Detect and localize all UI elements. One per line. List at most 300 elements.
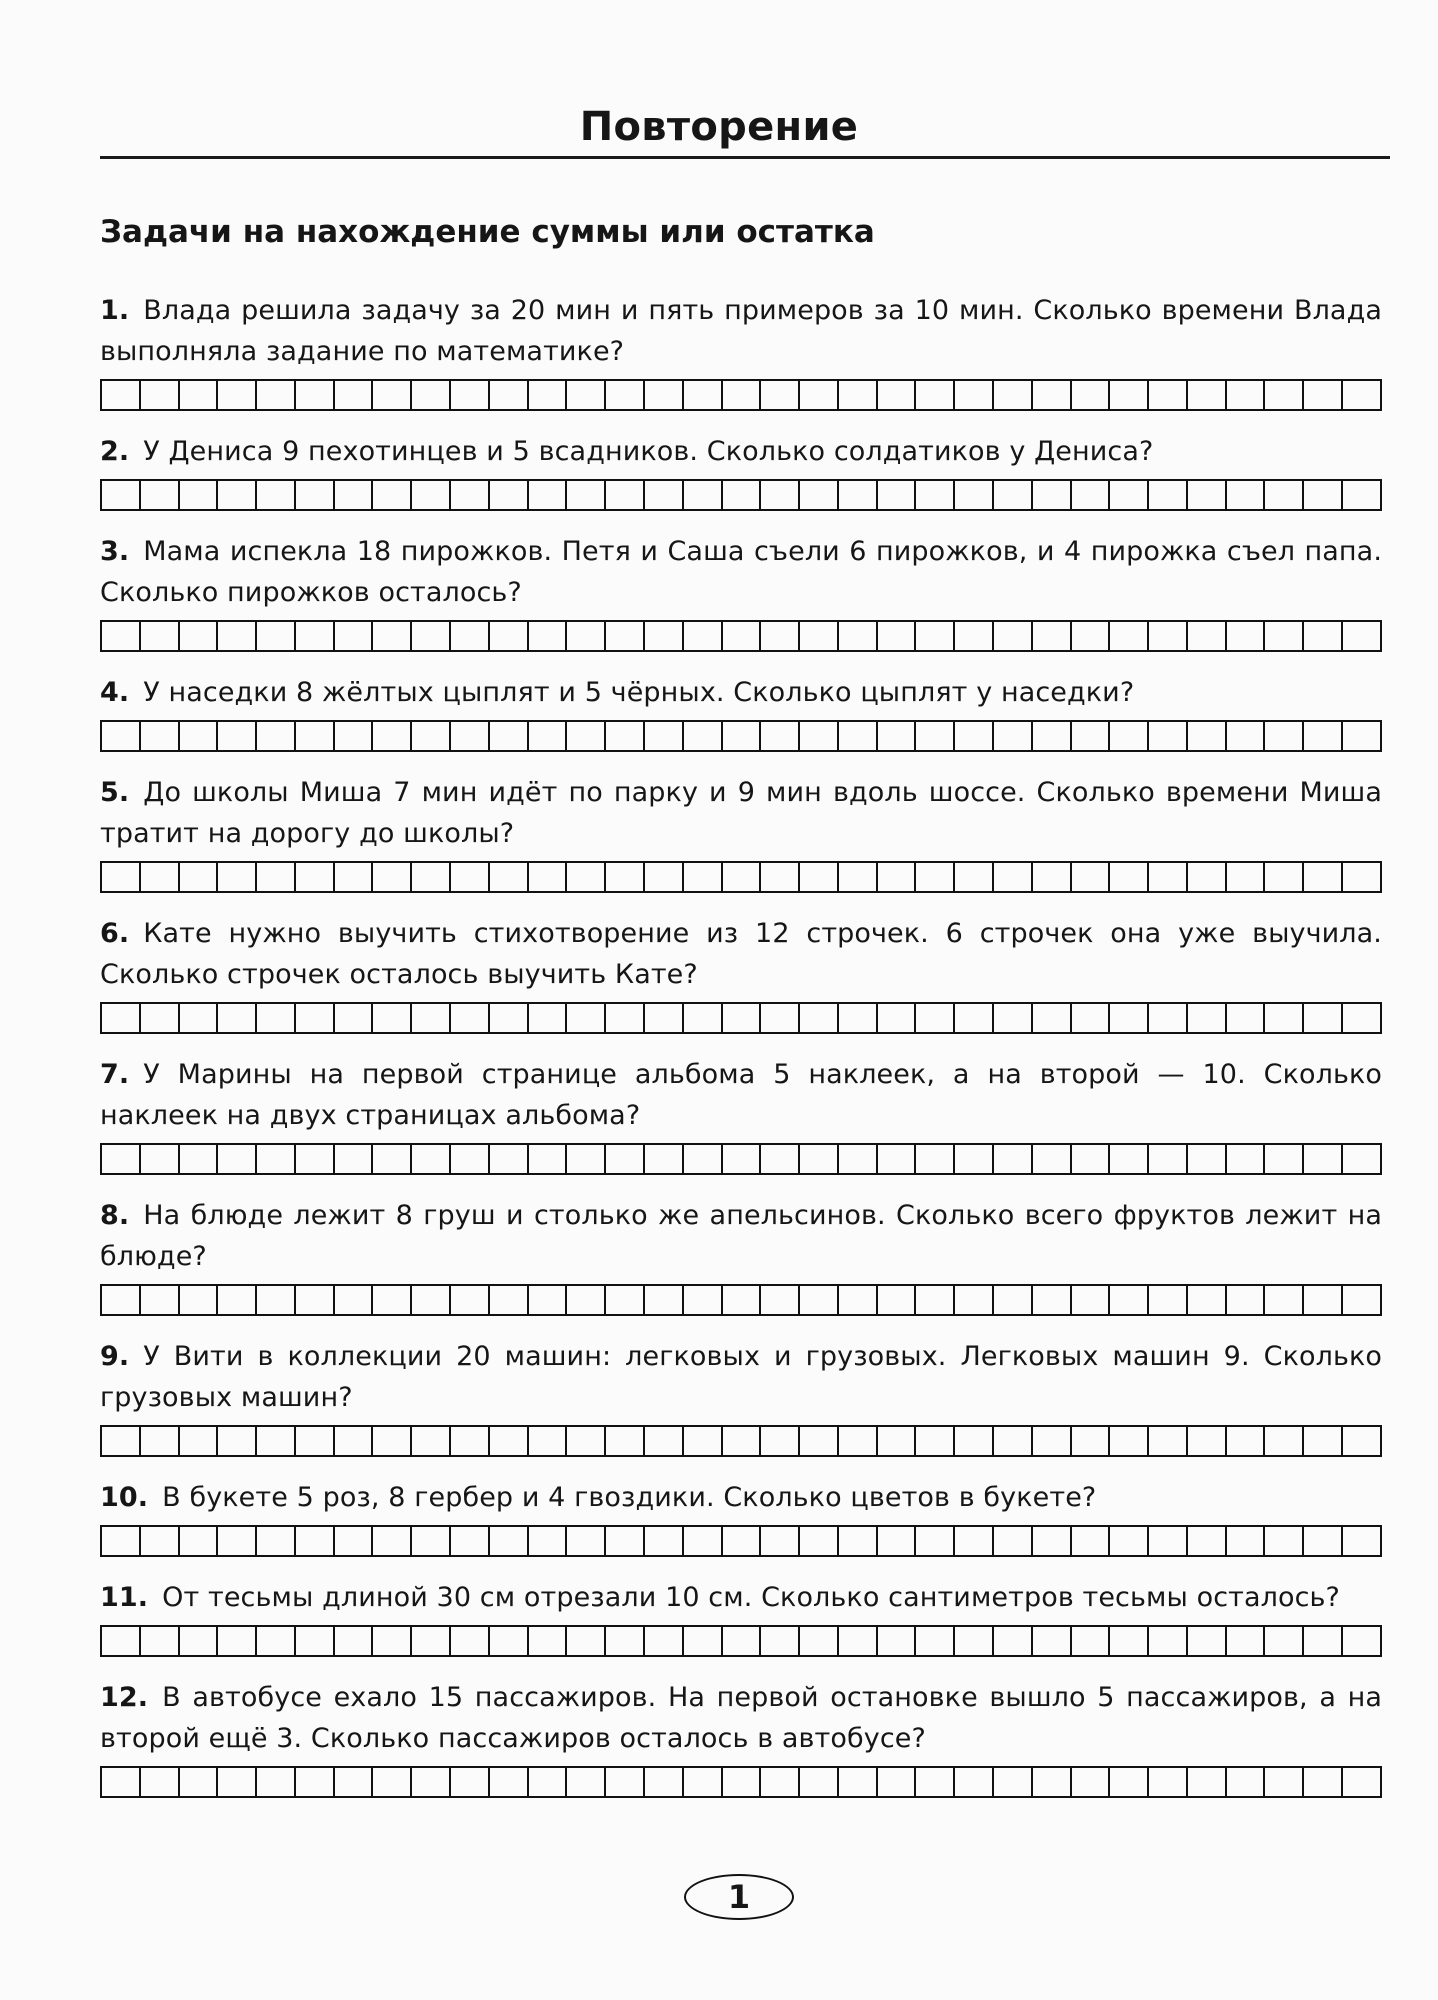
answer-cell[interactable] (296, 1427, 335, 1455)
answer-cell[interactable] (1188, 722, 1227, 750)
answer-cell[interactable] (800, 863, 839, 891)
answer-cell[interactable] (412, 622, 451, 650)
answer-cell[interactable] (916, 1627, 955, 1655)
answer-cell[interactable] (1343, 1004, 1382, 1032)
answer-cell[interactable] (684, 1627, 723, 1655)
answer-cell[interactable] (335, 1768, 374, 1796)
answer-cell[interactable] (1188, 1527, 1227, 1555)
answer-cell[interactable] (1343, 1527, 1382, 1555)
answer-cell[interactable] (761, 722, 800, 750)
answer-cell[interactable] (1227, 1627, 1266, 1655)
answer-cell[interactable] (490, 1768, 529, 1796)
answer-cell[interactable] (567, 1527, 606, 1555)
answer-cell[interactable] (761, 863, 800, 891)
answer-cell[interactable] (1072, 1427, 1111, 1455)
answer-cell[interactable] (800, 381, 839, 409)
answer-cell[interactable] (102, 381, 141, 409)
answer-cell[interactable] (761, 1427, 800, 1455)
answer-cell[interactable] (257, 1527, 296, 1555)
answer-cell[interactable] (1072, 1768, 1111, 1796)
answer-cell[interactable] (102, 1145, 141, 1173)
answer-cell[interactable] (1149, 1004, 1188, 1032)
answer-cell[interactable] (1227, 1768, 1266, 1796)
answer-cell[interactable] (296, 622, 335, 650)
answer-cell[interactable] (296, 481, 335, 509)
answer-cell[interactable] (180, 1768, 219, 1796)
answer-cell[interactable] (529, 1427, 568, 1455)
answer-cell[interactable] (296, 863, 335, 891)
answer-cell[interactable] (529, 722, 568, 750)
answer-cell[interactable] (218, 1004, 257, 1032)
answer-cell[interactable] (335, 622, 374, 650)
answer-cell[interactable] (1188, 622, 1227, 650)
answer-cell[interactable] (684, 481, 723, 509)
answer-cell[interactable] (606, 722, 645, 750)
answer-cell[interactable] (412, 1527, 451, 1555)
answer-cell[interactable] (335, 481, 374, 509)
answer-cell[interactable] (1149, 1527, 1188, 1555)
answer-cell[interactable] (141, 1004, 180, 1032)
answer-cell[interactable] (451, 1004, 490, 1032)
answer-cell[interactable] (1265, 1004, 1304, 1032)
answer-cell[interactable] (723, 1286, 762, 1314)
answer-cell[interactable] (645, 622, 684, 650)
answer-cell[interactable] (335, 863, 374, 891)
answer-cell[interactable] (490, 1527, 529, 1555)
answer-cell[interactable] (1188, 1145, 1227, 1173)
answer-cell[interactable] (1188, 1286, 1227, 1314)
answer-cell[interactable] (141, 481, 180, 509)
answer-cell[interactable] (1265, 481, 1304, 509)
answer-cell[interactable] (335, 1427, 374, 1455)
answer-cell[interactable] (916, 481, 955, 509)
answer-cell[interactable] (1227, 1145, 1266, 1173)
answer-cell[interactable] (1033, 622, 1072, 650)
answer-cell[interactable] (1110, 722, 1149, 750)
answer-cell[interactable] (567, 1145, 606, 1173)
answer-cell[interactable] (141, 722, 180, 750)
answer-cell[interactable] (1227, 1286, 1266, 1314)
answer-cell[interactable] (257, 381, 296, 409)
answer-cell[interactable] (1110, 381, 1149, 409)
answer-cell[interactable] (373, 622, 412, 650)
answer-cell[interactable] (684, 863, 723, 891)
answer-cell[interactable] (878, 1527, 917, 1555)
answer-cell[interactable] (761, 381, 800, 409)
answer-cell[interactable] (373, 722, 412, 750)
answer-cell[interactable] (218, 1145, 257, 1173)
answer-cell[interactable] (1072, 481, 1111, 509)
answer-cell[interactable] (1110, 1145, 1149, 1173)
answer-cell[interactable] (1265, 722, 1304, 750)
answer-cell[interactable] (1033, 1768, 1072, 1796)
answer-cell[interactable] (257, 863, 296, 891)
answer-cell[interactable] (218, 1527, 257, 1555)
answer-cell[interactable] (180, 1627, 219, 1655)
answer-cell[interactable] (141, 622, 180, 650)
answer-cell[interactable] (1265, 381, 1304, 409)
answer-cell[interactable] (180, 863, 219, 891)
answer-cell[interactable] (723, 622, 762, 650)
answer-cell[interactable] (955, 481, 994, 509)
answer-cell[interactable] (606, 1004, 645, 1032)
answer-grid[interactable] (100, 861, 1382, 893)
answer-cell[interactable] (451, 1427, 490, 1455)
answer-grid[interactable] (100, 720, 1382, 752)
answer-cell[interactable] (878, 1427, 917, 1455)
answer-cell[interactable] (723, 1527, 762, 1555)
answer-cell[interactable] (684, 1768, 723, 1796)
answer-cell[interactable] (490, 622, 529, 650)
answer-cell[interactable] (800, 1527, 839, 1555)
answer-cell[interactable] (606, 381, 645, 409)
answer-cell[interactable] (567, 1768, 606, 1796)
answer-cell[interactable] (180, 1286, 219, 1314)
answer-cell[interactable] (723, 481, 762, 509)
answer-cell[interactable] (529, 1527, 568, 1555)
answer-cell[interactable] (1343, 381, 1382, 409)
answer-cell[interactable] (1304, 1768, 1343, 1796)
answer-cell[interactable] (606, 622, 645, 650)
answer-cell[interactable] (645, 381, 684, 409)
answer-grid[interactable] (100, 479, 1382, 511)
answer-cell[interactable] (878, 1286, 917, 1314)
answer-cell[interactable] (723, 722, 762, 750)
answer-cell[interactable] (606, 1427, 645, 1455)
answer-cell[interactable] (1265, 1286, 1304, 1314)
answer-cell[interactable] (1110, 1004, 1149, 1032)
answer-grid[interactable] (100, 1284, 1382, 1316)
answer-cell[interactable] (218, 622, 257, 650)
answer-cell[interactable] (606, 863, 645, 891)
answer-cell[interactable] (490, 863, 529, 891)
answer-cell[interactable] (839, 1286, 878, 1314)
answer-cell[interactable] (1072, 863, 1111, 891)
answer-cell[interactable] (1033, 1286, 1072, 1314)
answer-cell[interactable] (916, 381, 955, 409)
answer-cell[interactable] (1304, 722, 1343, 750)
answer-cell[interactable] (490, 381, 529, 409)
answer-cell[interactable] (839, 1527, 878, 1555)
answer-cell[interactable] (723, 1768, 762, 1796)
answer-grid[interactable] (100, 1425, 1382, 1457)
answer-cell[interactable] (645, 1145, 684, 1173)
answer-cell[interactable] (1227, 1527, 1266, 1555)
answer-cell[interactable] (180, 1145, 219, 1173)
answer-cell[interactable] (1033, 1004, 1072, 1032)
answer-cell[interactable] (373, 481, 412, 509)
answer-cell[interactable] (257, 1768, 296, 1796)
answer-cell[interactable] (373, 1768, 412, 1796)
answer-cell[interactable] (1110, 1768, 1149, 1796)
answer-cell[interactable] (955, 1004, 994, 1032)
answer-cell[interactable] (412, 1145, 451, 1173)
answer-cell[interactable] (955, 1527, 994, 1555)
answer-cell[interactable] (955, 381, 994, 409)
answer-cell[interactable] (800, 1768, 839, 1796)
answer-cell[interactable] (141, 1627, 180, 1655)
answer-cell[interactable] (1149, 1145, 1188, 1173)
answer-cell[interactable] (684, 622, 723, 650)
answer-cell[interactable] (412, 863, 451, 891)
answer-cell[interactable] (1188, 1427, 1227, 1455)
answer-cell[interactable] (180, 381, 219, 409)
answer-cell[interactable] (1033, 1527, 1072, 1555)
answer-cell[interactable] (1227, 622, 1266, 650)
answer-cell[interactable] (1343, 1627, 1382, 1655)
answer-cell[interactable] (102, 1427, 141, 1455)
answer-cell[interactable] (1188, 863, 1227, 891)
answer-cell[interactable] (839, 722, 878, 750)
answer-cell[interactable] (451, 1286, 490, 1314)
answer-cell[interactable] (567, 1286, 606, 1314)
answer-cell[interactable] (839, 863, 878, 891)
answer-cell[interactable] (529, 481, 568, 509)
answer-cell[interactable] (529, 1004, 568, 1032)
answer-cell[interactable] (684, 381, 723, 409)
answer-cell[interactable] (839, 1627, 878, 1655)
answer-cell[interactable] (567, 381, 606, 409)
answer-cell[interactable] (1188, 381, 1227, 409)
answer-cell[interactable] (1188, 1627, 1227, 1655)
answer-cell[interactable] (451, 622, 490, 650)
answer-cell[interactable] (878, 622, 917, 650)
answer-cell[interactable] (373, 381, 412, 409)
answer-cell[interactable] (684, 1527, 723, 1555)
answer-cell[interactable] (102, 722, 141, 750)
answer-cell[interactable] (723, 1427, 762, 1455)
answer-cell[interactable] (529, 1768, 568, 1796)
answer-cell[interactable] (1304, 863, 1343, 891)
answer-cell[interactable] (916, 863, 955, 891)
answer-cell[interactable] (257, 722, 296, 750)
answer-cell[interactable] (1110, 1427, 1149, 1455)
answer-cell[interactable] (1072, 1627, 1111, 1655)
answer-cell[interactable] (1304, 1527, 1343, 1555)
answer-cell[interactable] (916, 1004, 955, 1032)
answer-cell[interactable] (1149, 1286, 1188, 1314)
answer-cell[interactable] (800, 481, 839, 509)
answer-cell[interactable] (994, 1627, 1033, 1655)
answer-cell[interactable] (1072, 1286, 1111, 1314)
answer-cell[interactable] (412, 481, 451, 509)
answer-cell[interactable] (529, 1286, 568, 1314)
answer-cell[interactable] (955, 1768, 994, 1796)
answer-cell[interactable] (684, 722, 723, 750)
answer-cell[interactable] (102, 1527, 141, 1555)
answer-cell[interactable] (373, 1627, 412, 1655)
answer-cell[interactable] (1149, 1427, 1188, 1455)
answer-cell[interactable] (451, 481, 490, 509)
answer-cell[interactable] (180, 1527, 219, 1555)
answer-cell[interactable] (451, 1627, 490, 1655)
answer-cell[interactable] (490, 1004, 529, 1032)
answer-cell[interactable] (1033, 481, 1072, 509)
answer-cell[interactable] (645, 1768, 684, 1796)
answer-cell[interactable] (296, 722, 335, 750)
answer-cell[interactable] (102, 481, 141, 509)
answer-cell[interactable] (645, 1004, 684, 1032)
answer-cell[interactable] (839, 381, 878, 409)
answer-cell[interactable] (102, 1004, 141, 1032)
answer-cell[interactable] (373, 1427, 412, 1455)
answer-cell[interactable] (218, 481, 257, 509)
answer-cell[interactable] (994, 481, 1033, 509)
answer-cell[interactable] (955, 1427, 994, 1455)
answer-cell[interactable] (257, 1286, 296, 1314)
answer-cell[interactable] (723, 1145, 762, 1173)
answer-cell[interactable] (1110, 863, 1149, 891)
answer-cell[interactable] (955, 1627, 994, 1655)
answer-cell[interactable] (1149, 1627, 1188, 1655)
answer-cell[interactable] (218, 1286, 257, 1314)
answer-cell[interactable] (1149, 863, 1188, 891)
answer-cell[interactable] (761, 481, 800, 509)
answer-cell[interactable] (102, 622, 141, 650)
answer-cell[interactable] (878, 381, 917, 409)
answer-cell[interactable] (490, 1627, 529, 1655)
answer-cell[interactable] (1343, 622, 1382, 650)
answer-cell[interactable] (800, 1286, 839, 1314)
answer-cell[interactable] (296, 1145, 335, 1173)
answer-grid[interactable] (100, 1143, 1382, 1175)
answer-cell[interactable] (645, 1286, 684, 1314)
answer-cell[interactable] (878, 863, 917, 891)
answer-cell[interactable] (180, 481, 219, 509)
answer-cell[interactable] (1110, 622, 1149, 650)
answer-grid[interactable] (100, 620, 1382, 652)
answer-cell[interactable] (451, 381, 490, 409)
answer-cell[interactable] (1343, 1286, 1382, 1314)
answer-cell[interactable] (1072, 622, 1111, 650)
answer-cell[interactable] (645, 1627, 684, 1655)
answer-cell[interactable] (1033, 863, 1072, 891)
answer-cell[interactable] (567, 722, 606, 750)
answer-cell[interactable] (373, 1527, 412, 1555)
answer-cell[interactable] (955, 1286, 994, 1314)
answer-cell[interactable] (1304, 1427, 1343, 1455)
answer-cell[interactable] (1110, 1627, 1149, 1655)
answer-cell[interactable] (529, 1145, 568, 1173)
answer-cell[interactable] (994, 381, 1033, 409)
answer-cell[interactable] (761, 1004, 800, 1032)
answer-cell[interactable] (994, 1145, 1033, 1173)
answer-cell[interactable] (1265, 863, 1304, 891)
answer-cell[interactable] (1188, 1004, 1227, 1032)
answer-cell[interactable] (916, 1427, 955, 1455)
answer-cell[interactable] (916, 1145, 955, 1173)
answer-grid[interactable] (100, 1525, 1382, 1557)
answer-cell[interactable] (878, 1145, 917, 1173)
answer-cell[interactable] (412, 1427, 451, 1455)
answer-cell[interactable] (761, 1286, 800, 1314)
answer-cell[interactable] (1033, 1427, 1072, 1455)
answer-cell[interactable] (994, 863, 1033, 891)
answer-cell[interactable] (102, 863, 141, 891)
answer-cell[interactable] (839, 481, 878, 509)
answer-cell[interactable] (257, 1004, 296, 1032)
answer-cell[interactable] (490, 1427, 529, 1455)
answer-cell[interactable] (1343, 481, 1382, 509)
answer-cell[interactable] (296, 1768, 335, 1796)
answer-cell[interactable] (141, 1527, 180, 1555)
answer-cell[interactable] (878, 1768, 917, 1796)
answer-cell[interactable] (451, 722, 490, 750)
answer-grid[interactable] (100, 1766, 1382, 1798)
answer-cell[interactable] (335, 1286, 374, 1314)
answer-cell[interactable] (1149, 622, 1188, 650)
answer-cell[interactable] (218, 863, 257, 891)
answer-cell[interactable] (723, 1004, 762, 1032)
answer-cell[interactable] (994, 1527, 1033, 1555)
answer-cell[interactable] (878, 481, 917, 509)
answer-cell[interactable] (373, 1004, 412, 1032)
answer-cell[interactable] (335, 722, 374, 750)
answer-cell[interactable] (567, 863, 606, 891)
answer-cell[interactable] (567, 481, 606, 509)
answer-cell[interactable] (878, 1627, 917, 1655)
answer-cell[interactable] (567, 1427, 606, 1455)
answer-cell[interactable] (839, 1768, 878, 1796)
answer-cell[interactable] (800, 1145, 839, 1173)
answer-cell[interactable] (1227, 863, 1266, 891)
answer-cell[interactable] (218, 1627, 257, 1655)
answer-cell[interactable] (567, 1004, 606, 1032)
answer-cell[interactable] (606, 1627, 645, 1655)
answer-cell[interactable] (529, 1627, 568, 1655)
answer-cell[interactable] (102, 1286, 141, 1314)
answer-cell[interactable] (451, 1527, 490, 1555)
answer-cell[interactable] (1304, 1004, 1343, 1032)
answer-cell[interactable] (1072, 1004, 1111, 1032)
answer-cell[interactable] (606, 1145, 645, 1173)
answer-cell[interactable] (373, 1286, 412, 1314)
answer-cell[interactable] (1265, 1145, 1304, 1173)
answer-cell[interactable] (490, 481, 529, 509)
answer-cell[interactable] (218, 1768, 257, 1796)
answer-cell[interactable] (1072, 1527, 1111, 1555)
answer-cell[interactable] (684, 1286, 723, 1314)
answer-cell[interactable] (761, 1145, 800, 1173)
answer-cell[interactable] (567, 622, 606, 650)
answer-cell[interactable] (567, 1627, 606, 1655)
answer-cell[interactable] (1304, 622, 1343, 650)
answer-cell[interactable] (645, 863, 684, 891)
answer-cell[interactable] (529, 622, 568, 650)
answer-cell[interactable] (800, 622, 839, 650)
answer-cell[interactable] (141, 863, 180, 891)
answer-cell[interactable] (1188, 1768, 1227, 1796)
answer-cell[interactable] (1304, 1145, 1343, 1173)
answer-cell[interactable] (490, 1145, 529, 1173)
answer-cell[interactable] (1072, 722, 1111, 750)
answer-cell[interactable] (102, 1627, 141, 1655)
answer-cell[interactable] (800, 1427, 839, 1455)
answer-cell[interactable] (257, 1145, 296, 1173)
answer-cell[interactable] (916, 622, 955, 650)
answer-grid[interactable] (100, 379, 1382, 411)
answer-cell[interactable] (218, 722, 257, 750)
answer-cell[interactable] (955, 722, 994, 750)
answer-cell[interactable] (606, 1286, 645, 1314)
answer-cell[interactable] (180, 622, 219, 650)
answer-cell[interactable] (296, 1004, 335, 1032)
answer-cell[interactable] (1304, 381, 1343, 409)
answer-cell[interactable] (335, 1627, 374, 1655)
answer-cell[interactable] (529, 381, 568, 409)
answer-cell[interactable] (645, 1527, 684, 1555)
answer-cell[interactable] (335, 1145, 374, 1173)
